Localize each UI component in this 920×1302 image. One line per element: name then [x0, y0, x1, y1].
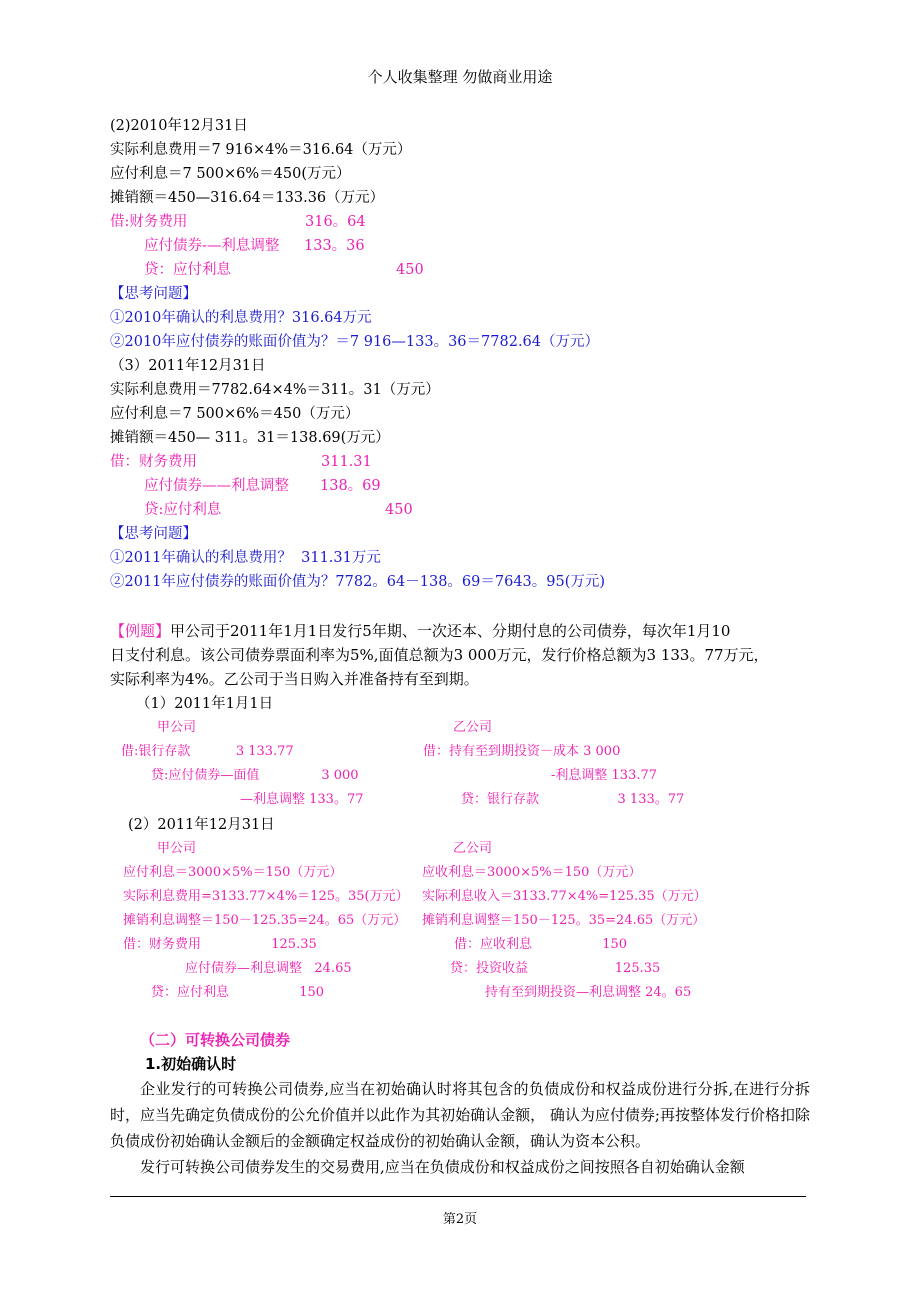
entry-amount: 133。36	[304, 238, 365, 254]
question-line: ②2010年应付债券的账面价值为？＝7 916—133。36＝7782.64（万元）	[110, 334, 599, 350]
example-line: 实际利率为4%。乙公司于当日购入并准备持有至到期。	[110, 670, 479, 688]
example-line: 日支付利息。该公司债券票面利率为5%,面值总额为3 000万元，发行价格总额为3 133。77万元，	[110, 646, 769, 664]
text-line: 摊销额＝450— 311。31＝138.69(万元）	[110, 430, 390, 446]
entry-line: 贷：应付利息 150	[151, 985, 325, 1000]
question-line: ②2011年应付债券的账面价值为？7782。64－138。69＝7643。95(万元)	[110, 574, 606, 590]
date-heading: (2）2011年12月31日	[128, 817, 275, 833]
date-heading: (2)2010年12月31日	[110, 118, 248, 134]
text-line: 摊销额＝450—316.64＝133.36（万元）	[110, 190, 385, 206]
example-text: 甲公司于2011年1月1日发行5年期、一次还本、分期付息的公司债券，每次年1月10	[170, 622, 731, 640]
entry-amount: 450	[385, 502, 413, 518]
body-paragraph: 发行可转换公司债券发生的交易费用,应当在负债成份和权益成份之间按照各自初始确认金额	[140, 1158, 745, 1176]
text-line: 实际利息费用＝7782.64×4%＝311。31（万元）	[110, 382, 440, 398]
company-title: 甲公司	[157, 841, 197, 856]
entry-label: 贷：应付利息	[144, 262, 231, 278]
example-tag: 【例题】	[110, 622, 171, 640]
entry-label: 贷:应付利息	[144, 502, 222, 518]
question-line: ①2011年确认的利息费用？ 311.31万元	[110, 550, 381, 566]
company-title: 甲公司	[157, 720, 197, 735]
page-number: 第2页	[442, 1212, 478, 1227]
subsection-title: 1.初始确认时	[145, 1055, 237, 1073]
entry-line: 应收利息＝3000×5%＝150（万元）	[422, 865, 642, 880]
section-title: （二）可转换公司债券	[140, 1031, 291, 1049]
entry-label: 借：财务费用	[110, 454, 197, 470]
body-paragraph: 企业发行的可转换公司债券,应当在初始确认时将其包含的负债成份和权益成份进行分拆,在进行分拆时，应当先确定负债成份的公允价值并以此作为其初始确认金额， 确认为应付债券;再按整体发行价格扣除负债成份初始确认金额后的金额确定权益成份的初始确认金额，确认为资本公积。	[110, 1080, 810, 1150]
text-line: 应付利息＝7 500×6%＝450(万元）	[110, 166, 351, 182]
entry-line: -利息调整 133.77	[551, 768, 658, 783]
entry-amount: 450	[396, 262, 424, 278]
date-heading: （3）2011年12月31日	[110, 358, 266, 374]
entry-amount: 311.31	[321, 454, 372, 470]
entry-line: 借：持有至到期投资－成本 3 000	[423, 744, 621, 759]
entry-line: 贷:应付债券—面值 3 000	[151, 768, 359, 783]
entry-line: 贷：银行存款 3 133。77	[461, 792, 685, 807]
entry-line: 借：财务费用 125.35	[123, 937, 317, 952]
entry-line: —利息调整 133。77	[240, 792, 364, 807]
entry-line: 摊销利息调整＝150－125。35=24.65（万元）	[422, 913, 706, 928]
page-header: 个人收集整理 勿做商业用途	[367, 68, 553, 86]
footer-divider	[110, 1196, 806, 1197]
question-line: ①2010年确认的利息费用？316.64万元	[110, 310, 372, 326]
entry-line: 应付债券—利息调整 24.65	[185, 961, 352, 976]
question-title: 【思考问题】	[110, 526, 197, 542]
entry-line: 摊销利息调整＝150－125.35=24。65（万元）	[123, 913, 407, 928]
entry-line: 借：应收利息 150	[454, 937, 628, 952]
text-line: 实际利息费用＝7 916×4%＝316.64（万元）	[110, 142, 412, 158]
example-line	[110, 621, 730, 641]
company-title: 乙公司	[453, 841, 493, 856]
entry-amount: 316。64	[305, 214, 366, 230]
entry-line: 应付利息＝3000×5%＝150（万元）	[123, 865, 343, 880]
entry-line: 实际利息费用=3133.77×4%＝125。35(万元）	[123, 889, 409, 904]
entry-label: 应付债券-—利息调整	[144, 238, 280, 254]
entry-label: 应付债券——利息调整	[144, 478, 289, 494]
text-line: 应付利息＝7 500×6%＝450（万元）	[110, 406, 360, 422]
entry-line: 持有至到期投资—利息调整 24。65	[485, 985, 692, 1000]
entry-line: 借:银行存款 3 133.77	[121, 744, 294, 759]
entry-label: 借:财务费用	[110, 214, 188, 230]
entry-amount: 138。69	[320, 478, 381, 494]
date-heading: （1）2011年1月1日	[136, 696, 274, 712]
question-title: 【思考问题】	[110, 286, 197, 302]
company-title: 乙公司	[453, 720, 493, 735]
entry-line: 贷：投资收益 125.35	[450, 961, 661, 976]
entry-line: 实际利息收入＝3133.77×4%=125.35（万元）	[422, 889, 707, 904]
